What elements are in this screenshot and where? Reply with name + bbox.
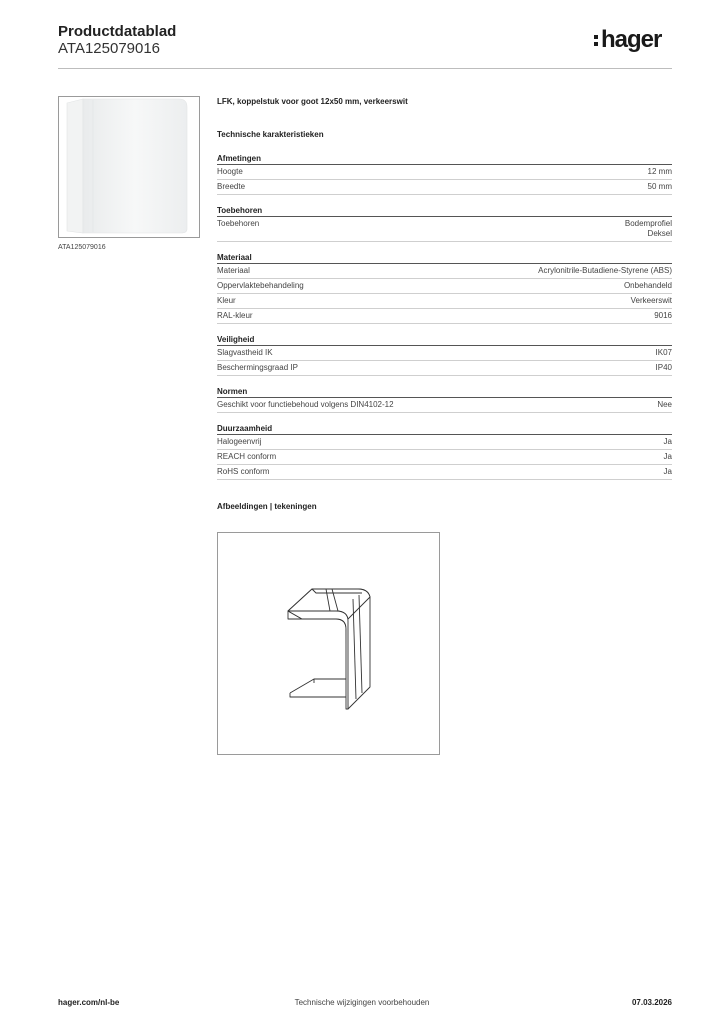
page-title: Productdatablad <box>58 23 177 40</box>
spec-row <box>217 398 672 413</box>
spec-label: Toebehoren <box>217 219 260 228</box>
footer-website[interactable]: hager.com/nl-be <box>58 998 120 1007</box>
product-image <box>58 96 200 238</box>
spec-row <box>217 346 672 361</box>
spec-value: Nee <box>657 400 672 409</box>
spec-label: RoHS conform <box>217 467 270 476</box>
spec-row <box>217 361 672 376</box>
spec-row <box>217 294 672 309</box>
spec-label: Oppervlaktebehandeling <box>217 281 304 290</box>
spec-label: Geschikt voor functiebehoud volgens DIN4102-12 <box>217 400 394 409</box>
spec-label: Breedte <box>217 182 246 191</box>
group-duurzaamheid <box>217 423 672 480</box>
spec-value: IK07 <box>655 348 672 357</box>
spec-label: REACH conform <box>217 452 277 461</box>
spec-row <box>217 165 672 180</box>
group-title: Materiaal <box>217 252 672 264</box>
spec-row <box>217 309 672 324</box>
group-normen <box>217 386 672 413</box>
spec-value <box>625 219 672 239</box>
logo-colon-icon <box>594 35 598 49</box>
spec-row <box>217 217 672 242</box>
spec-label: Beschermingsgraad IP <box>217 363 298 372</box>
group-title: Normen <box>217 386 672 398</box>
spec-value: Ja <box>663 467 672 476</box>
group-toebehoren <box>217 205 672 242</box>
spec-label: Materiaal <box>217 266 250 275</box>
group-title: Duurzaamheid <box>217 423 672 435</box>
footer-notice: Technische wijzigingen voorbehouden <box>294 998 430 1007</box>
spec-label: Kleur <box>217 296 236 305</box>
group-title: Toebehoren <box>217 205 672 217</box>
spec-value-line: Deksel <box>647 229 672 238</box>
group-title: Afmetingen <box>217 153 672 165</box>
spec-value: 50 mm <box>647 182 672 191</box>
group-veiligheid <box>217 334 672 376</box>
article-number: ATA125079016 <box>58 40 161 57</box>
group-materiaal <box>217 252 672 324</box>
spec-value-line: Bodemprofiel <box>624 219 672 228</box>
coupler-drawing-icon <box>218 533 439 754</box>
spec-value: 12 mm <box>647 167 672 176</box>
product-photo-icon <box>59 97 199 237</box>
spec-value: Onbehandeld <box>623 281 672 290</box>
spec-row <box>217 264 672 279</box>
spec-label: Hoogte <box>217 167 243 176</box>
spec-row <box>217 435 672 450</box>
spec-label: RAL-kleur <box>217 311 253 320</box>
hager-logo <box>594 28 674 56</box>
group-title: Veiligheid <box>217 334 672 346</box>
spec-row <box>217 450 672 465</box>
spec-value: 9016 <box>654 311 672 320</box>
spec-value: Verkeerswit <box>630 296 672 305</box>
group-afmetingen <box>217 153 672 195</box>
drawings-heading: Afbeeldingen | tekeningen <box>217 502 317 511</box>
product-image-caption: ATA125079016 <box>58 244 106 251</box>
spec-row <box>217 180 672 195</box>
spec-row <box>217 465 672 480</box>
header-divider <box>58 68 672 69</box>
footer-date: 07.03.2026 <box>631 998 672 1007</box>
spec-value: Acrylonitrile-Butadiene-Styrene (ABS) <box>538 266 672 275</box>
spec-label: Halogeenvrij <box>217 437 262 446</box>
spec-content <box>217 96 672 513</box>
technical-drawing <box>217 532 440 755</box>
technical-heading: Technische karakteristieken <box>217 130 324 139</box>
spec-value: Ja <box>663 452 672 461</box>
spec-label: Slagvastheid IK <box>217 348 273 357</box>
spec-value: Ja <box>663 437 672 446</box>
product-name: LFK, koppelstuk voor goot 12x50 mm, verkeerswit <box>217 97 408 106</box>
logo-text: hager <box>601 26 662 53</box>
spec-row <box>217 279 672 294</box>
spec-value: IP40 <box>655 363 672 372</box>
